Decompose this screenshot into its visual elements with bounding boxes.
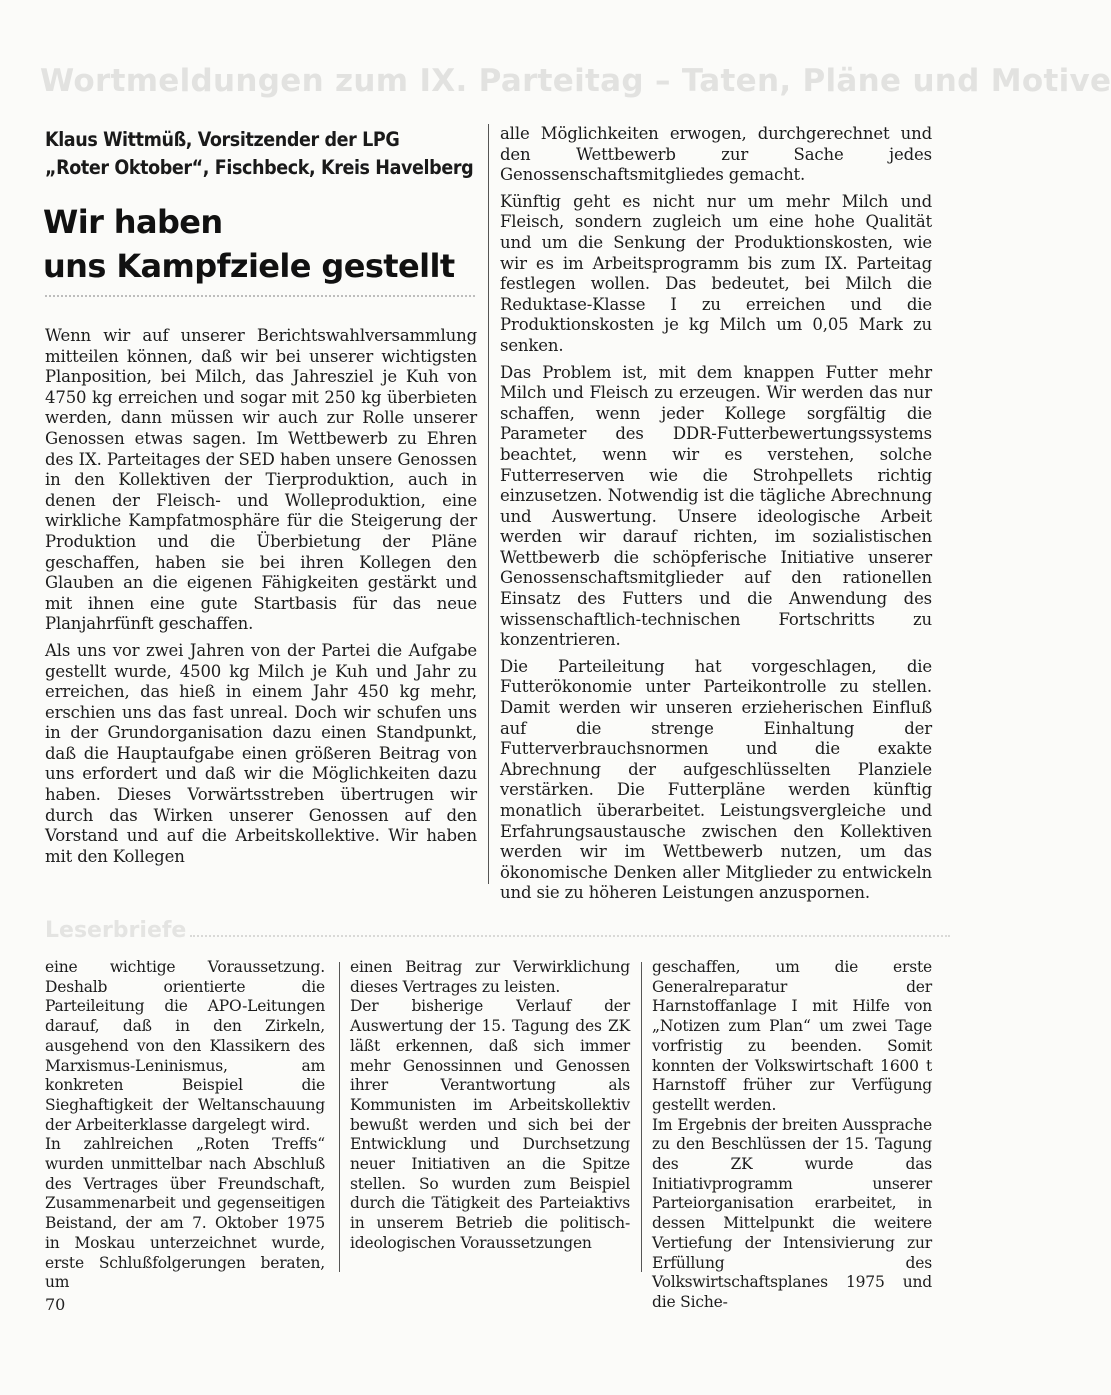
section-label-letters: Leserbriefe <box>45 918 187 943</box>
column-divider <box>641 962 642 1272</box>
column-divider <box>339 962 340 1272</box>
letters-paragraph: Im Ergebnis der breiten Aussprache zu den Beschlüssen der 15. Tagung des ZK wurde das Initiativprogramm unserer Parteiorganisation erarbeitet, in dessen Mittelpunkt die weitere Vertiefung der Intensivierung zur Erfüllung des Volkswirtschaftsplanes 1975 und die Siche- <box>652 1115 932 1311</box>
article-paragraph: Wenn wir auf unserer Berichtswahlversammlung mitteilen können, daß wir bei unserer wichtigsten Planposition, bei Milch, das Jahresziel je Kuh von 4750 kg erreichen und sogar mit 250 kg überbieten werden, dann müssen wir auch zur Rolle unserer Genossen etwas sagen. Im Wettbewerb zu Ehren des IX. Parteitages der SED haben unsere Genossen in den Kollektiven der Tierproduktion, auch in denen der Fleisch- und Wolleproduktion, eine wirkliche Kampfatmosphäre für die Steigerung der Produktion und die Überbietung der Pläne geschaffen, haben sie bei ihren Kollegen den Glauben an die eigenen Fähigkeiten gestärkt und mit ihnen eine gute Startbasis für das neue Planjahrfünft geschaffen. <box>45 326 477 634</box>
letters-paragraph: einen Beitrag zur Verwirklichung dieses Vertrages zu leisten. <box>350 958 630 996</box>
page-number: 70 <box>45 1295 66 1314</box>
letters-paragraph: eine wichtige Voraussetzung. Deshalb orientierte die Parteileitung die APO-Leitungen darauf, daß in den Zirkeln, ausgehend von den Klassikern des Marxismus-Leninismus, am konkreten Beispiel die Sieghaftigkeit der Weltanschauung der Arbeiterklasse dargelegt wird. <box>45 958 325 1134</box>
letters-paragraph: geschaffen, um die erste Generalreparatur der Harnstoffanlage I mit Hilfe von „Notizen zum Plan“ um zwei Tage vorfristig zu beenden. Somit konnten der Volkswirtschaft 1600 t Harnstoff früher zur Verfügung gestellt werden. <box>652 958 932 1114</box>
article-paragraph: Künftig geht es nicht nur um mehr Milch und Fleisch, sondern zugleich um eine hohe Qualität und um die Senkung der Produktionskosten, wie wir es im Arbeitsprogramm bis zum IX. Parteitag festlegen wollen. Das bedeutet, bei Milch die Reduktase-Klasse I zu erreichen und die Produktionskosten je kg Milch um 0,05 Mark zu senken. <box>500 191 932 355</box>
headline-line-1: Wir haben <box>43 203 223 241</box>
article-headline <box>43 200 483 288</box>
article-column-left <box>45 326 477 873</box>
letters-column-1 <box>45 958 325 1293</box>
article-paragraph: Die Parteileitung hat vorgeschlagen, die Futterökonomie unter Parteikontrolle zu stellen. Damit werden wir unseren erzieherischen Einfluß auf die strenge Einhaltung der Futterverbrauchsnormen und die exakte Abrechnung der aufgeschlüsselten Planziele verstärken. Die Futterpläne werden künftig monatlich überarbeitet. Leistungsvergleiche und Erfahrungsaustausche zwischen den Kollektiven werden wir im Wettbewerb nutzen, um das ökonomische Denken aller Mitglieder zu entwickeln und sie zu höheren Leistungen anzuspornen. <box>500 656 932 903</box>
author-byline <box>45 126 475 182</box>
article-column-right <box>500 124 932 910</box>
article-paragraph: Als uns vor zwei Jahren von der Partei die Aufgabe gestellt wurde, 4500 kg Milch je Kuh und Jahr zu erreichen, das hieß in einem Jahr 450 kg mehr, erschien uns das fast unreal. Doch wir schufen uns in der Grundorganisation dazu einen Standpunkt, daß die Hauptaufgabe einen größeren Beitrag von uns erfordert und daß wir die Möglichkeiten dazu haben. Dieses Vorwärtsstreben übertrugen wir durch das Wirken unserer Genossen auf den Vorstand und auf die Arbeitskollektive. Wir haben mit den Kollegen <box>45 640 477 866</box>
headline-divider <box>45 295 475 297</box>
letters-paragraph: Der bisherige Verlauf der Auswertung der 15. Tagung des ZK läßt erkennen, daß sich immer mehr Genossinnen und Genossen ihrer Verantwortung als Kommunisten im Arbeitskollektiv bewußt werden und sich bei der Entwicklung und Durchsetzung neuer Initiativen an die Spitze stellen. So wurden zum Beispiel durch die Tätigkeit des Parteiaktivs in unserem Betrieb die politisch-ideologischen Voraussetzungen <box>350 997 630 1252</box>
letters-paragraph: In zahlreichen „Roten Treffs“ wurden unmittelbar nach Abschluß des Vertrages über Freundschaft, Zusammenarbeit und gegenseitigen Beistand, der am 7. Oktober 1975 in Moskau unterzeichnet wurde, erste Schlußfolgerungen beraten, um <box>45 1135 325 1292</box>
letters-column-3 <box>652 958 932 1313</box>
running-head: Wortmeldungen zum IX. Parteitag – Taten, Pläne und Motive <box>40 63 1111 99</box>
article-paragraph: Das Problem ist, mit dem knappen Futter mehr Milch und Fleisch zu erzeugen. Wir werden das nur schaffen, wenn jeder Kollege sorgfältig die Parameter des DDR-Futterbewertungssystems beachtet, wenn wir es verstehen, solche Futterreserven wie die Strohpellets richtig einzusetzen. Notwendig ist die tägliche Abrechnung und Auswertung. Unsere ideologische Arbeit werden wir darauf richten, im sozialistischen Wettbewerb die schöpferische Initiative unserer Genossenschaftsmitglieder auf den rationellen Einsatz des Futters und die Anwendung des wissenschaftlich-technischen Fortschritts zu konzentrieren. <box>500 362 932 650</box>
author-line-2: „Roter Oktober“, Fischbeck, Kreis Havelberg <box>45 156 474 179</box>
article-paragraph: alle Möglichkeiten erwogen, durchgerechnet und den Wettbewerb zur Sache jedes Genossenschaftsmitgliedes gemacht. <box>500 124 932 185</box>
section-divider <box>190 935 950 937</box>
author-line-1: Klaus Wittmüß, Vorsitzender der LPG <box>45 128 400 151</box>
column-divider <box>488 124 489 884</box>
letters-column-2 <box>350 958 630 1254</box>
headline-line-2: uns Kampfziele gestellt <box>43 247 455 285</box>
